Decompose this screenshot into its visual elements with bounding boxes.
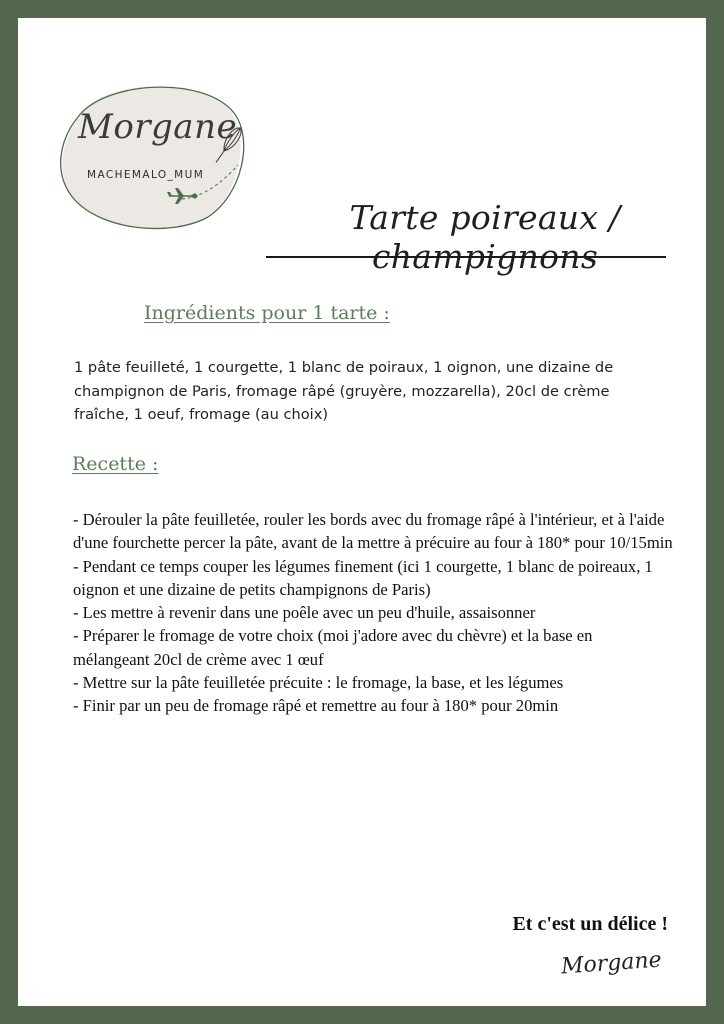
logo-blob-graphic [52, 73, 252, 233]
closing-line: Et c'est un délice ! [512, 913, 668, 935]
recipe-step: - Préparer le fromage de votre choix (moi j'adore avec du chèvre) et la base en mélangeant 20cl de crème avec 1 œuf [73, 626, 593, 669]
recipe-step: - Finir par un peu de fromage râpé et remettre au four à 180* pour 20min [73, 696, 559, 716]
logo-handle: MACHEMALO_MUM [87, 169, 205, 181]
recipe-heading: Recette : [72, 453, 159, 475]
ingredients-heading: Ingrédients pour 1 tarte : [144, 302, 390, 324]
recipe-step: - Pendant ce temps couper les légumes finement (ici 1 courgette, 1 blanc de poireaux, 1 oignon et une dizaine de petits champignons de Paris) [73, 556, 653, 599]
ingredients-text: 1 pâte feuilleté, 1 courgette, 1 blanc de poiraux, 1 oignon, une dizaine de champignon de Paris, fromage râpé (gruyère, mozzarella), 20cl de crème fraîche, 1 oeuf, fromage (au choix) [74, 359, 614, 423]
recipe-step: - Mettre sur la pâte feuilletée précuite : le fromage, la base, et les légumes [73, 673, 564, 693]
recipe-steps [73, 508, 673, 718]
recipe-step: - Dérouler la pâte feuilletée, rouler les bords avec du fromage râpé à l'intérieur, et à l'aide d'une fourchette percer la pâte, avant de la mettre à précuire au four à 180* pour 10/15min [73, 510, 673, 553]
title-underline [266, 256, 666, 258]
signature: Morgane [560, 947, 663, 980]
recipe-step: - Les mettre à revenir dans une poêle avec un peu d'huile, assaisonner [73, 603, 536, 623]
recipe-card [18, 18, 706, 1006]
page-title: Tarte poireaux / champignons [349, 198, 621, 276]
logo-script-name: Morgane [78, 107, 238, 147]
logo [52, 73, 252, 233]
